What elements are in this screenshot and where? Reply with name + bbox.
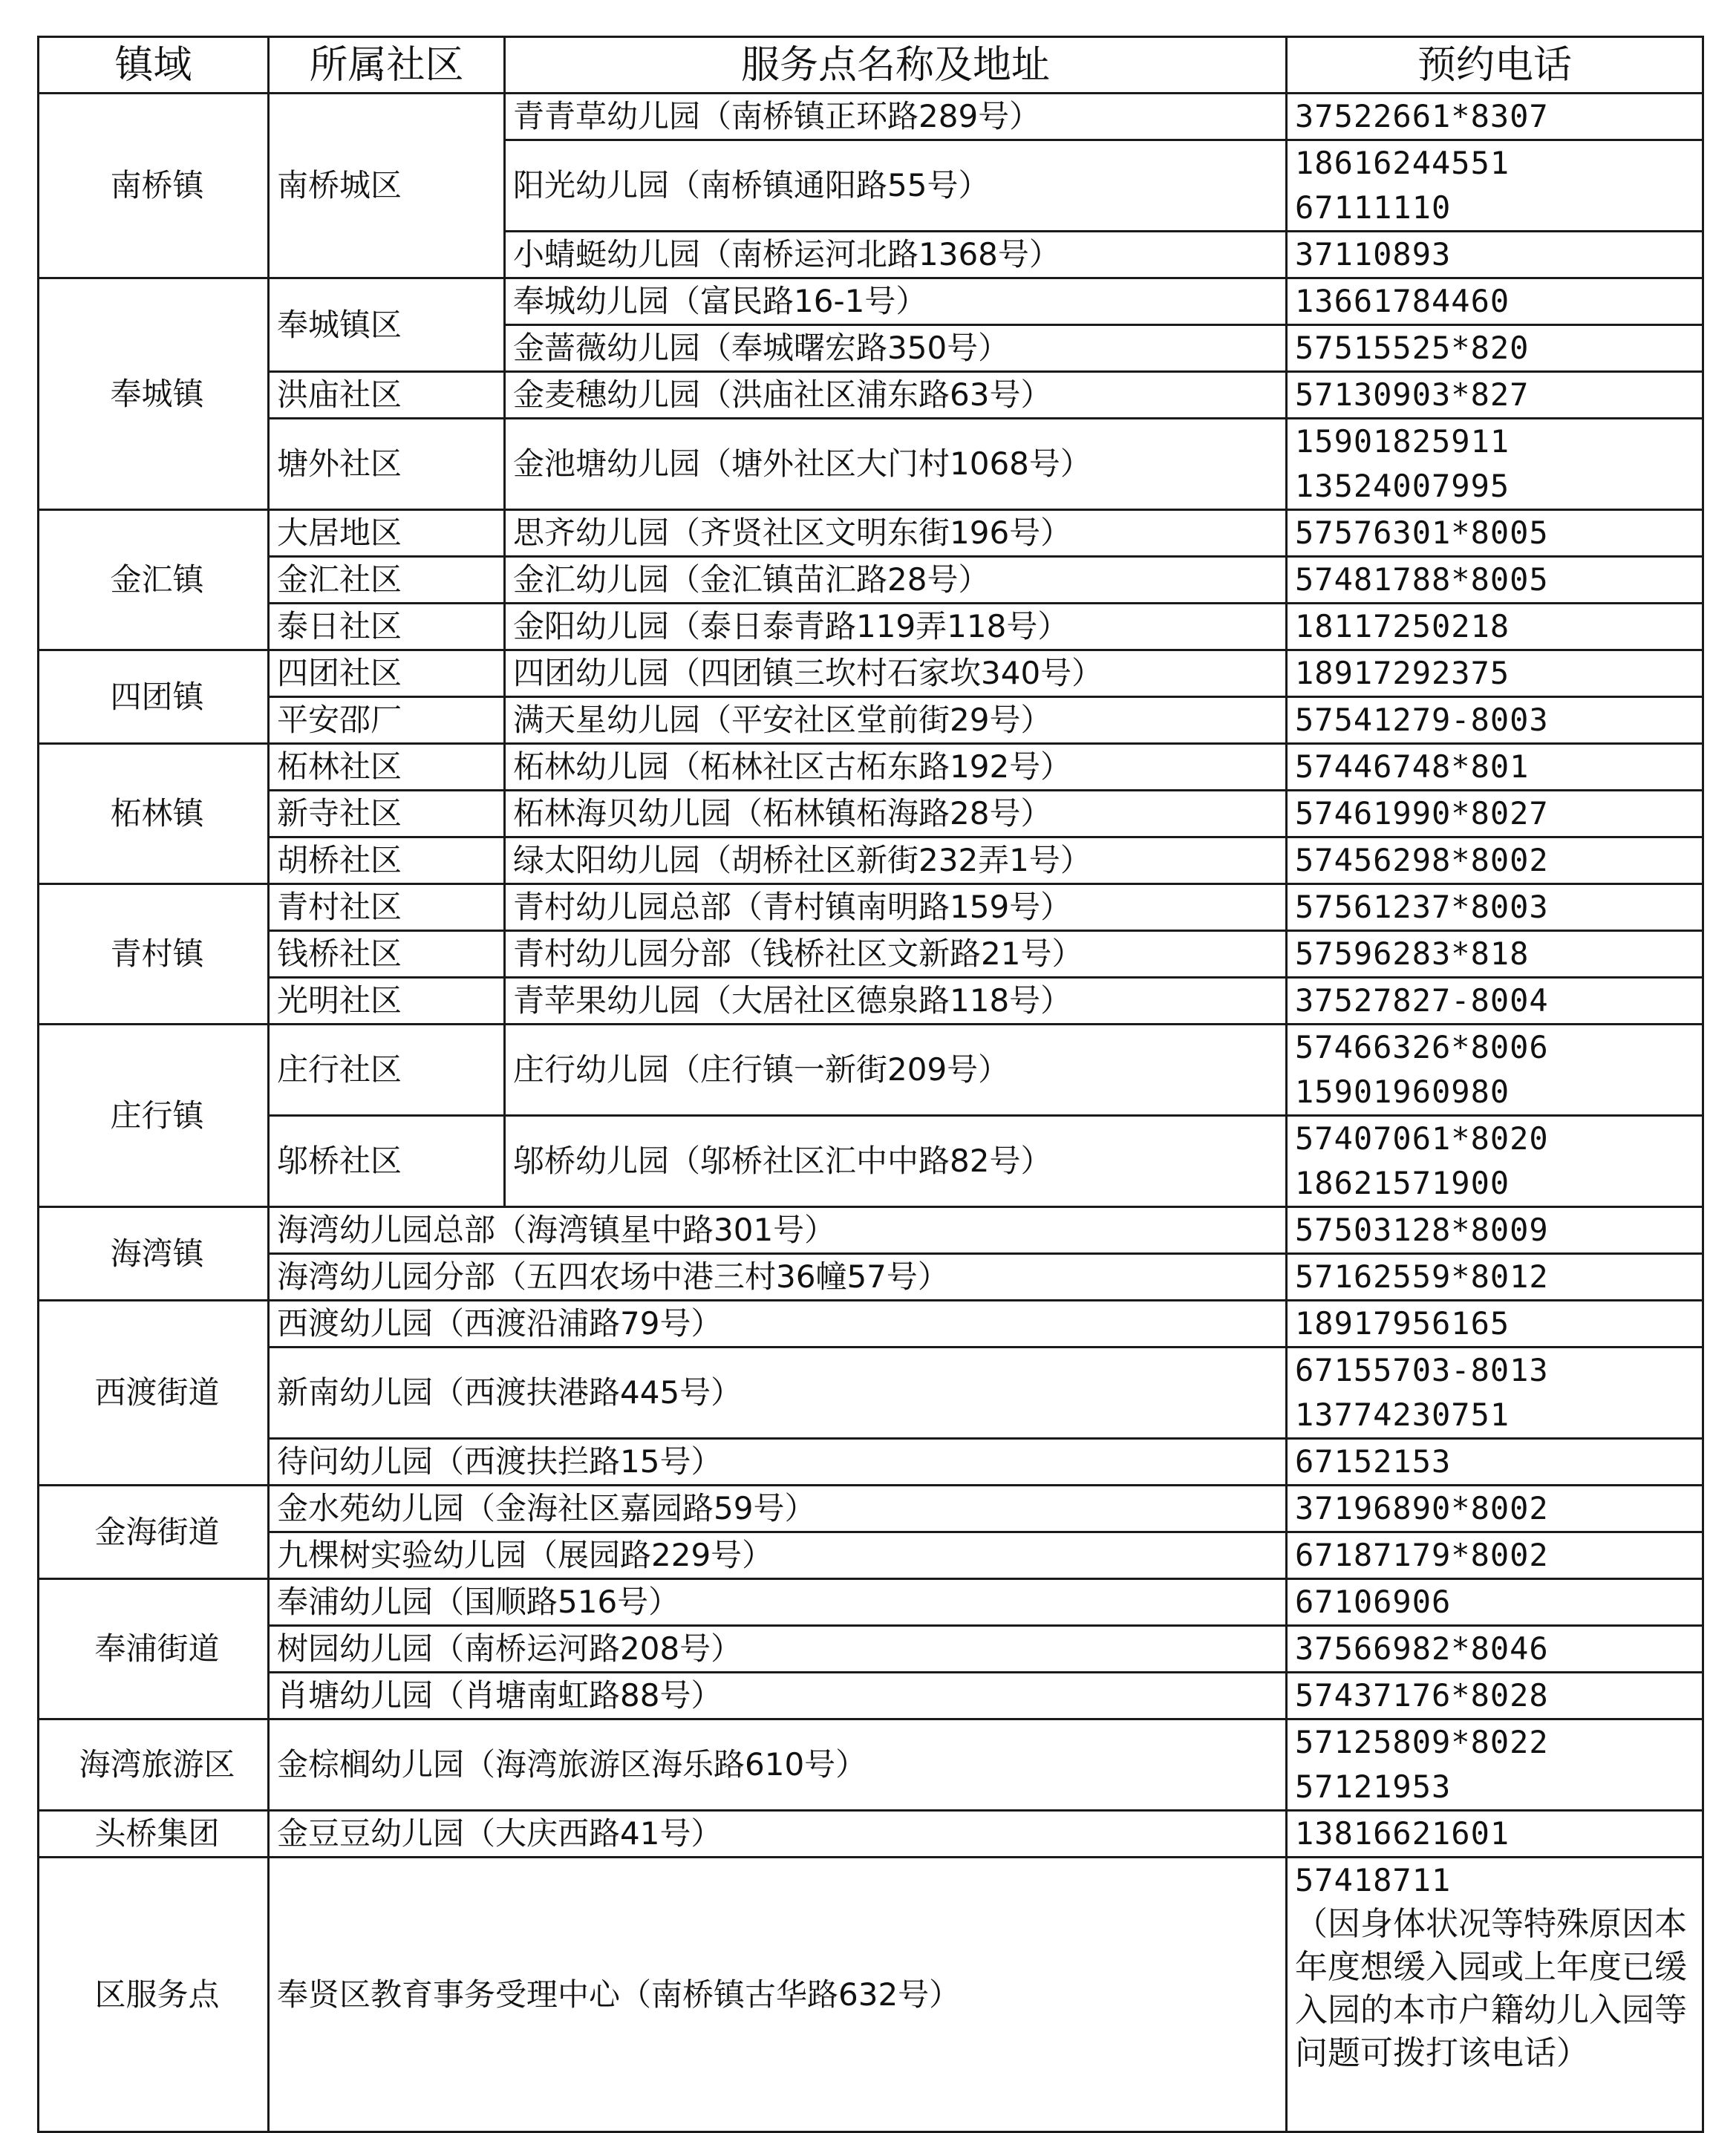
phone-number: 57125809*8022 xyxy=(1295,1724,1549,1760)
site-cell: 邬桥幼儿园（邬桥社区汇中中路82号） xyxy=(505,1116,1287,1207)
site-cell: 绿太阳幼儿园（胡桥社区新街232弄1号） xyxy=(505,837,1287,884)
table-row xyxy=(39,1207,1703,1254)
phone-cell xyxy=(1287,1858,1703,2132)
table-row xyxy=(39,744,1703,791)
table-wrapper xyxy=(37,36,1704,2133)
phone-cell xyxy=(1287,1579,1703,1626)
site-cell: 九棵树实验幼儿园（展园路229号） xyxy=(269,1532,1287,1579)
town-cell: 青村镇 xyxy=(39,884,269,1025)
phone-number: 67106906 xyxy=(1295,1584,1452,1620)
table-row xyxy=(39,1626,1703,1673)
phone-number: 57561237*8003 xyxy=(1295,889,1549,925)
phone-number: 37196890*8002 xyxy=(1295,1490,1549,1526)
phone-cell xyxy=(1287,557,1703,604)
site-cell: 奉城幼儿园（富民路16-1号） xyxy=(505,278,1287,325)
community-cell: 庄行社区 xyxy=(269,1025,505,1116)
site-cell: 满天星幼儿园（平安社区堂前街29号） xyxy=(505,697,1287,744)
town-cell: 西渡街道 xyxy=(39,1301,269,1486)
table-row xyxy=(39,419,1703,510)
table-row xyxy=(39,1532,1703,1579)
community-cell: 大居地区 xyxy=(269,510,505,557)
site-cell: 金水苑幼儿园（金海社区嘉园路59号） xyxy=(269,1486,1287,1532)
phone-cell xyxy=(1287,510,1703,557)
phone-number: 67155703-8013 xyxy=(1295,1352,1549,1388)
phone-cell xyxy=(1287,1301,1703,1348)
town-cell: 四团镇 xyxy=(39,650,269,744)
site-cell: 海湾幼儿园分部（五四农场中港三村36幢57号） xyxy=(269,1254,1287,1301)
table-row xyxy=(39,94,1703,140)
phone-number: 37110893 xyxy=(1295,236,1452,272)
header-phone: 预约电话 xyxy=(1287,37,1703,94)
site-cell: 待问幼儿园（西渡扶拦路15号） xyxy=(269,1439,1287,1486)
site-cell: 西渡幼儿园（西渡沿浦路79号） xyxy=(269,1301,1287,1348)
phone-cell xyxy=(1287,697,1703,744)
phone-cell xyxy=(1287,372,1703,419)
site-cell: 青苹果幼儿园（大居社区德泉路118号） xyxy=(505,978,1287,1025)
site-cell: 金蔷薇幼儿园（奉城曙宏路350号） xyxy=(505,325,1287,372)
phone-number: 57596283*818 xyxy=(1295,935,1530,972)
table-row xyxy=(39,557,1703,604)
table-row xyxy=(39,1719,1703,1811)
town-cell: 海湾镇 xyxy=(39,1207,269,1301)
site-cell: 奉贤区教育事务受理中心（南桥镇古华路632号） xyxy=(269,1858,1287,2132)
site-cell: 肖塘幼儿园（肖塘南虹路88号） xyxy=(269,1673,1287,1719)
site-cell: 金棕榈幼儿园（海湾旅游区海乐路610号） xyxy=(269,1719,1287,1811)
phone-note: （因身体状况等特殊原因本年度想缓入园或上年度已缓入园的本市户籍幼儿入园等问题可拨打该电话） xyxy=(1295,1905,1687,2072)
phone-cell xyxy=(1287,1116,1703,1207)
site-cell: 金麦穗幼儿园（洪庙社区浦东路63号） xyxy=(505,372,1287,419)
site-cell: 金阳幼儿园（泰日泰青路119弄118号） xyxy=(505,604,1287,650)
phone-number: 57437176*8028 xyxy=(1295,1677,1549,1714)
phone-number: 13524007995 xyxy=(1295,468,1510,504)
phone-number: 57466326*8006 xyxy=(1295,1029,1549,1065)
phone-cell xyxy=(1287,744,1703,791)
table-row xyxy=(39,604,1703,650)
community-cell: 南桥城区 xyxy=(269,94,505,278)
phone-number: 57121953 xyxy=(1295,1768,1452,1805)
site-cell: 新南幼儿园（西渡扶港路445号） xyxy=(269,1348,1287,1439)
phone-number: 57162559*8012 xyxy=(1295,1258,1549,1295)
community-cell: 平安邵厂 xyxy=(269,697,505,744)
town-cell: 奉浦街道 xyxy=(39,1579,269,1719)
phone-number: 15901825911 xyxy=(1295,423,1510,460)
table-row xyxy=(39,884,1703,931)
table-row xyxy=(39,1579,1703,1626)
table-row xyxy=(39,1254,1703,1301)
phone-cell xyxy=(1287,1025,1703,1116)
community-cell: 洪庙社区 xyxy=(269,372,505,419)
phone-cell xyxy=(1287,325,1703,372)
phone-cell xyxy=(1287,931,1703,978)
community-cell: 新寺社区 xyxy=(269,791,505,837)
community-cell: 青村社区 xyxy=(269,884,505,931)
phone-number: 18917956165 xyxy=(1295,1305,1510,1342)
table-row xyxy=(39,978,1703,1025)
phone-number: 18621571900 xyxy=(1295,1165,1510,1201)
site-cell: 奉浦幼儿园（国顺路516号） xyxy=(269,1579,1287,1626)
table-row xyxy=(39,1811,1703,1858)
phone-number: 57407061*8020 xyxy=(1295,1120,1549,1157)
table-row xyxy=(39,1858,1703,2132)
community-cell: 四团社区 xyxy=(269,650,505,697)
header-community: 所属社区 xyxy=(269,37,505,94)
site-cell: 青村幼儿园总部（青村镇南明路159号） xyxy=(505,884,1287,931)
phone-number: 67152153 xyxy=(1295,1443,1452,1480)
phone-cell xyxy=(1287,978,1703,1025)
site-cell: 金池塘幼儿园（塘外社区大门村1068号） xyxy=(505,419,1287,510)
community-cell: 泰日社区 xyxy=(269,604,505,650)
phone-number: 13816621601 xyxy=(1295,1815,1510,1852)
table-row xyxy=(39,650,1703,697)
phone-number: 37527827-8004 xyxy=(1295,982,1549,1019)
phone-cell xyxy=(1287,650,1703,697)
site-cell: 思齐幼儿园（齐贤社区文明东街196号） xyxy=(505,510,1287,557)
phone-cell xyxy=(1287,232,1703,278)
phone-cell xyxy=(1287,278,1703,325)
phone-cell xyxy=(1287,1532,1703,1579)
phone-cell xyxy=(1287,1811,1703,1858)
site-cell: 树园幼儿园（南桥运河路208号） xyxy=(269,1626,1287,1673)
table-row xyxy=(39,791,1703,837)
phone-number: 15901960980 xyxy=(1295,1074,1510,1110)
header-town: 镇域 xyxy=(39,37,269,94)
site-cell: 阳光幼儿园（南桥镇通阳路55号） xyxy=(505,140,1287,232)
town-cell: 区服务点 xyxy=(39,1858,269,2132)
phone-number: 57515525*820 xyxy=(1295,330,1530,366)
community-cell: 柘林社区 xyxy=(269,744,505,791)
town-cell: 南桥镇 xyxy=(39,94,269,278)
phone-cell xyxy=(1287,1719,1703,1811)
table-row xyxy=(39,510,1703,557)
town-cell: 金海街道 xyxy=(39,1486,269,1579)
phone-number: 67111110 xyxy=(1295,189,1452,226)
table-row xyxy=(39,1301,1703,1348)
phone-number: 67187179*8002 xyxy=(1295,1537,1549,1573)
phone-cell xyxy=(1287,604,1703,650)
community-cell: 钱桥社区 xyxy=(269,931,505,978)
phone-number: 18917292375 xyxy=(1295,655,1510,691)
service-point-table xyxy=(37,36,1704,2133)
phone-cell xyxy=(1287,419,1703,510)
community-cell: 金汇社区 xyxy=(269,557,505,604)
phone-number: 18616244551 xyxy=(1295,145,1510,181)
site-cell: 柘林海贝幼儿园（柘林镇柘海路28号） xyxy=(505,791,1287,837)
phone-number: 57576301*8005 xyxy=(1295,515,1549,551)
phone-number: 57130903*827 xyxy=(1295,376,1530,413)
table-row xyxy=(39,1673,1703,1719)
phone-number: 57461990*8027 xyxy=(1295,795,1549,832)
community-cell: 奉城镇区 xyxy=(269,278,505,372)
table-row xyxy=(39,1025,1703,1116)
table-row xyxy=(39,1116,1703,1207)
phone-cell xyxy=(1287,1348,1703,1439)
phone-number: 37522661*8307 xyxy=(1295,98,1549,134)
phone-cell xyxy=(1287,837,1703,884)
table-row xyxy=(39,278,1703,325)
town-cell: 奉城镇 xyxy=(39,278,269,510)
community-cell: 塘外社区 xyxy=(269,419,505,510)
site-cell: 青青草幼儿园（南桥镇正环路289号） xyxy=(505,94,1287,140)
town-cell: 庄行镇 xyxy=(39,1025,269,1207)
header-row xyxy=(39,37,1703,94)
phone-cell xyxy=(1287,1486,1703,1532)
table-row xyxy=(39,1348,1703,1439)
phone-cell xyxy=(1287,94,1703,140)
town-cell: 金汇镇 xyxy=(39,510,269,650)
phone-cell xyxy=(1287,1254,1703,1301)
phone-number: 13774230751 xyxy=(1295,1397,1510,1433)
table-row xyxy=(39,1486,1703,1532)
site-cell: 金豆豆幼儿园（大庆西路41号） xyxy=(269,1811,1287,1858)
town-cell: 头桥集团 xyxy=(39,1811,269,1858)
phone-number: 37566982*8046 xyxy=(1295,1630,1549,1667)
phone-number: 57456298*8002 xyxy=(1295,842,1549,878)
phone-cell xyxy=(1287,884,1703,931)
phone-cell xyxy=(1287,1626,1703,1673)
phone-cell xyxy=(1287,1673,1703,1719)
site-cell: 青村幼儿园分部（钱桥社区文新路21号） xyxy=(505,931,1287,978)
phone-number: 57541279-8003 xyxy=(1295,702,1549,738)
site-cell: 金汇幼儿园（金汇镇苗汇路28号） xyxy=(505,557,1287,604)
community-cell: 邬桥社区 xyxy=(269,1116,505,1207)
site-cell: 小蜻蜓幼儿园（南桥运河北路1368号） xyxy=(505,232,1287,278)
table-row xyxy=(39,1439,1703,1486)
phone-number: 57446748*801 xyxy=(1295,748,1530,785)
site-cell: 四团幼儿园（四团镇三坎村石家坎340号） xyxy=(505,650,1287,697)
phone-cell xyxy=(1287,791,1703,837)
site-cell: 海湾幼儿园总部（海湾镇星中路301号） xyxy=(269,1207,1287,1254)
table-row xyxy=(39,372,1703,419)
phone-cell xyxy=(1287,140,1703,232)
table-row xyxy=(39,931,1703,978)
town-cell: 海湾旅游区 xyxy=(39,1719,269,1811)
phone-cell xyxy=(1287,1207,1703,1254)
header-site: 服务点名称及地址 xyxy=(505,37,1287,94)
phone-number: 13661784460 xyxy=(1295,283,1510,319)
table-row xyxy=(39,697,1703,744)
town-cell: 柘林镇 xyxy=(39,744,269,884)
phone-number: 57418711 xyxy=(1295,1862,1452,1898)
community-cell: 光明社区 xyxy=(269,978,505,1025)
phone-number: 18117250218 xyxy=(1295,608,1510,644)
phone-cell xyxy=(1287,1439,1703,1486)
phone-number: 57503128*8009 xyxy=(1295,1212,1549,1248)
table-row xyxy=(39,837,1703,884)
site-cell: 庄行幼儿园（庄行镇一新街209号） xyxy=(505,1025,1287,1116)
phone-number: 57481788*8005 xyxy=(1295,561,1549,598)
community-cell: 胡桥社区 xyxy=(269,837,505,884)
site-cell: 柘林幼儿园（柘林社区古柘东路192号） xyxy=(505,744,1287,791)
